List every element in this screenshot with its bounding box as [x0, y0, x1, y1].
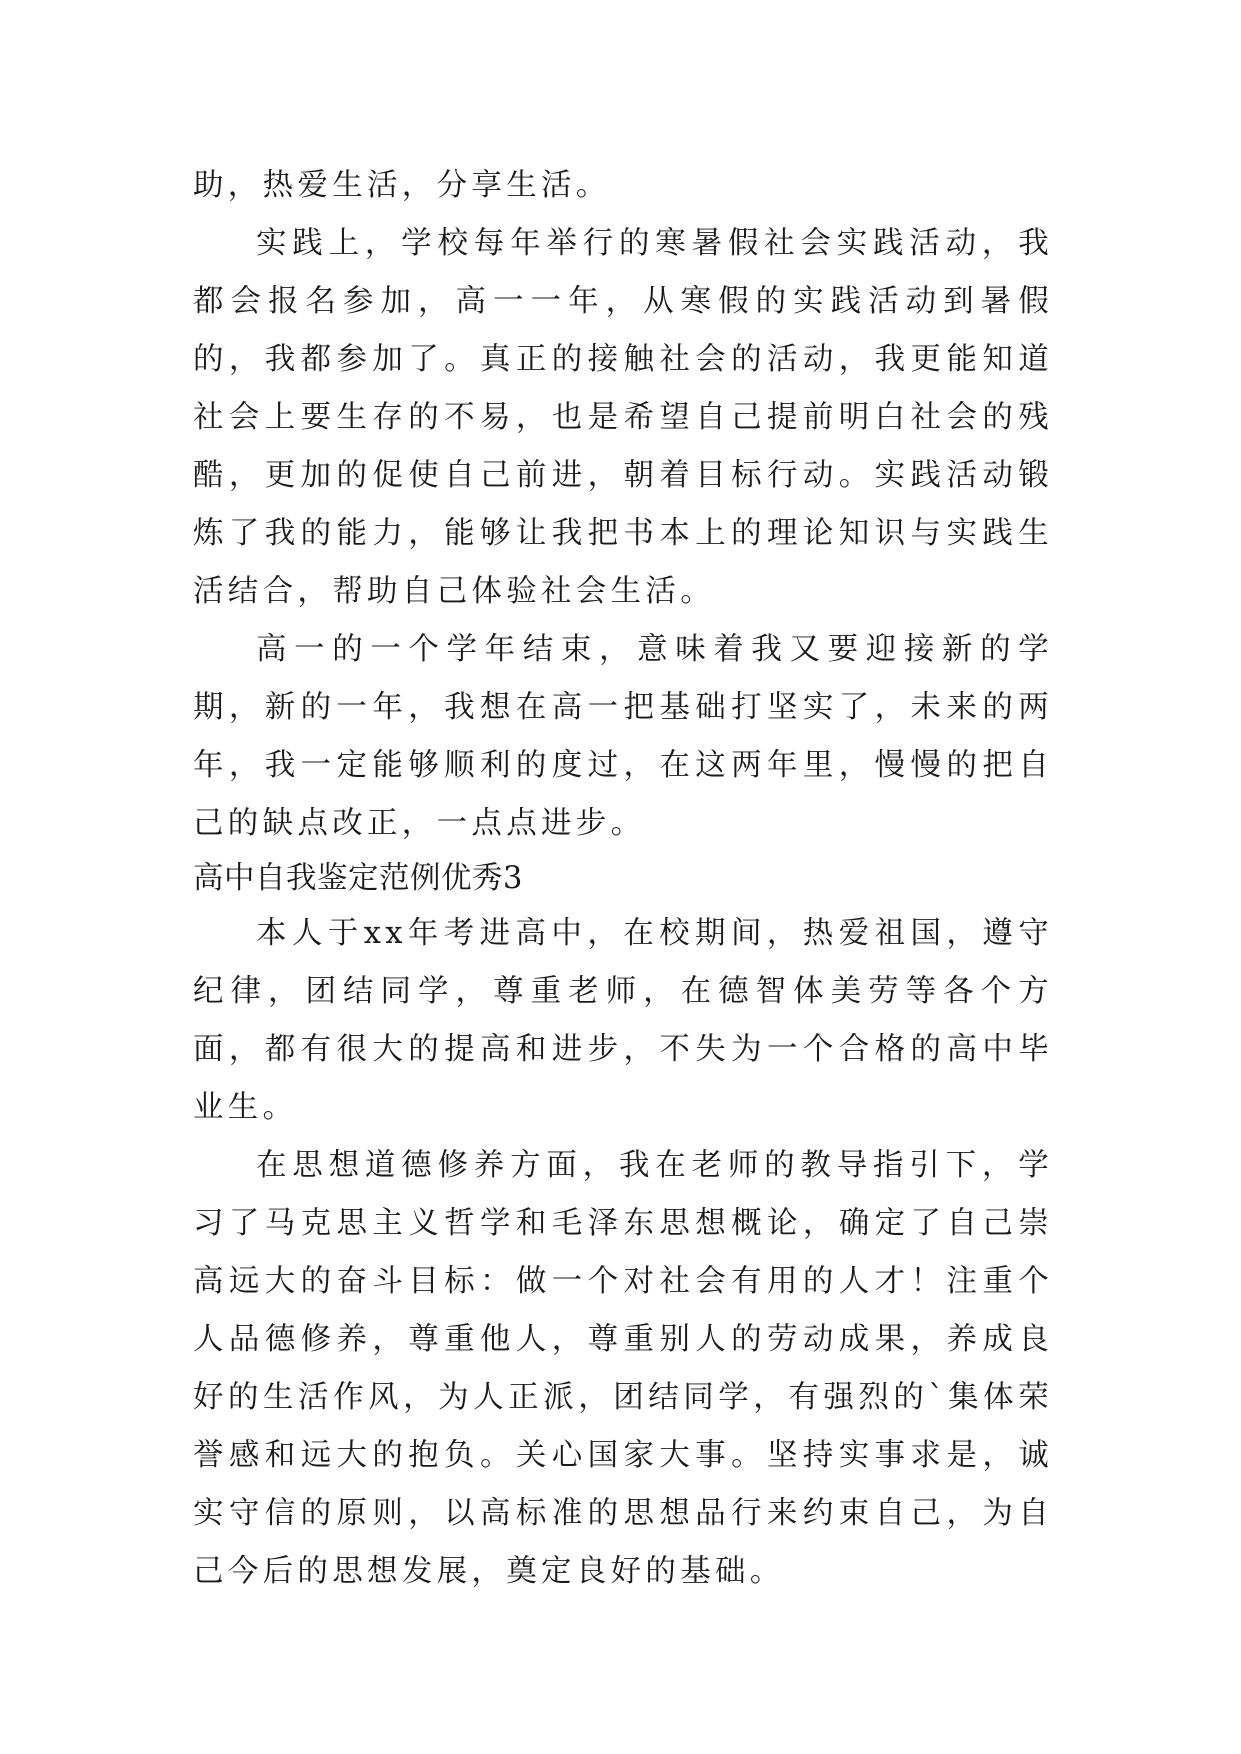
- paragraph-year-end: 高一的一个学年结束，意味着我又要迎接新的学期，新的一年，我想在高一把基础打坚实了，未来的两年，我一定能够顺利的度过，在这两年里，慢慢的把自己的缺点改正，一点点进步。: [193, 632, 1053, 841]
- paragraph-introduction: 本人于xx年考进高中，在校期间，热爱祖国，遵守纪律，团结同学，尊重老师，在德智体美劳等各个方面，都有很大的提高和进步，不失为一个合格的高中毕业生。: [193, 916, 1053, 1125]
- paragraph-social-practice: 实践上，学校每年举行的寒暑假社会实践活动，我都会报名参加，高一一年，从寒假的实践活动到暑假的，我都参加了。真正的接触社会的活动，我更能知道社会上要生存的不易，也是希望自己提前明白社会的残酷，更加的促使自己前进，朝着目标行动。实践活动锻炼了我的能力，能够让我把书本上的理论知识与实践生活结合，帮助自己体验社会生活。: [193, 226, 1053, 609]
- paragraph-continuation: 助，热爱生活，分享生活。: [193, 168, 611, 203]
- section-heading: 高中自我鉴定范例优秀3: [193, 861, 523, 896]
- paragraph-moral-cultivation: 在思想道德修养方面，我在老师的教导指引下，学习了马克思主义哲学和毛泽东思想概论，确定了自己崇高远大的奋斗目标：做一个对社会有用的人才！注重个人品德修养，尊重他人，尊重别人的劳动成果，养成良好的生活作风，为人正派，团结同学，有强烈的`集体荣誉感和远大的抱负。关心国家大事。坚持实事求是，诚实守信的原则，以高标准的思想品行来约束自己，为自己今后的思想发展，奠定良好的基础。: [193, 1148, 1053, 1589]
- document-body: [193, 157, 1053, 1601]
